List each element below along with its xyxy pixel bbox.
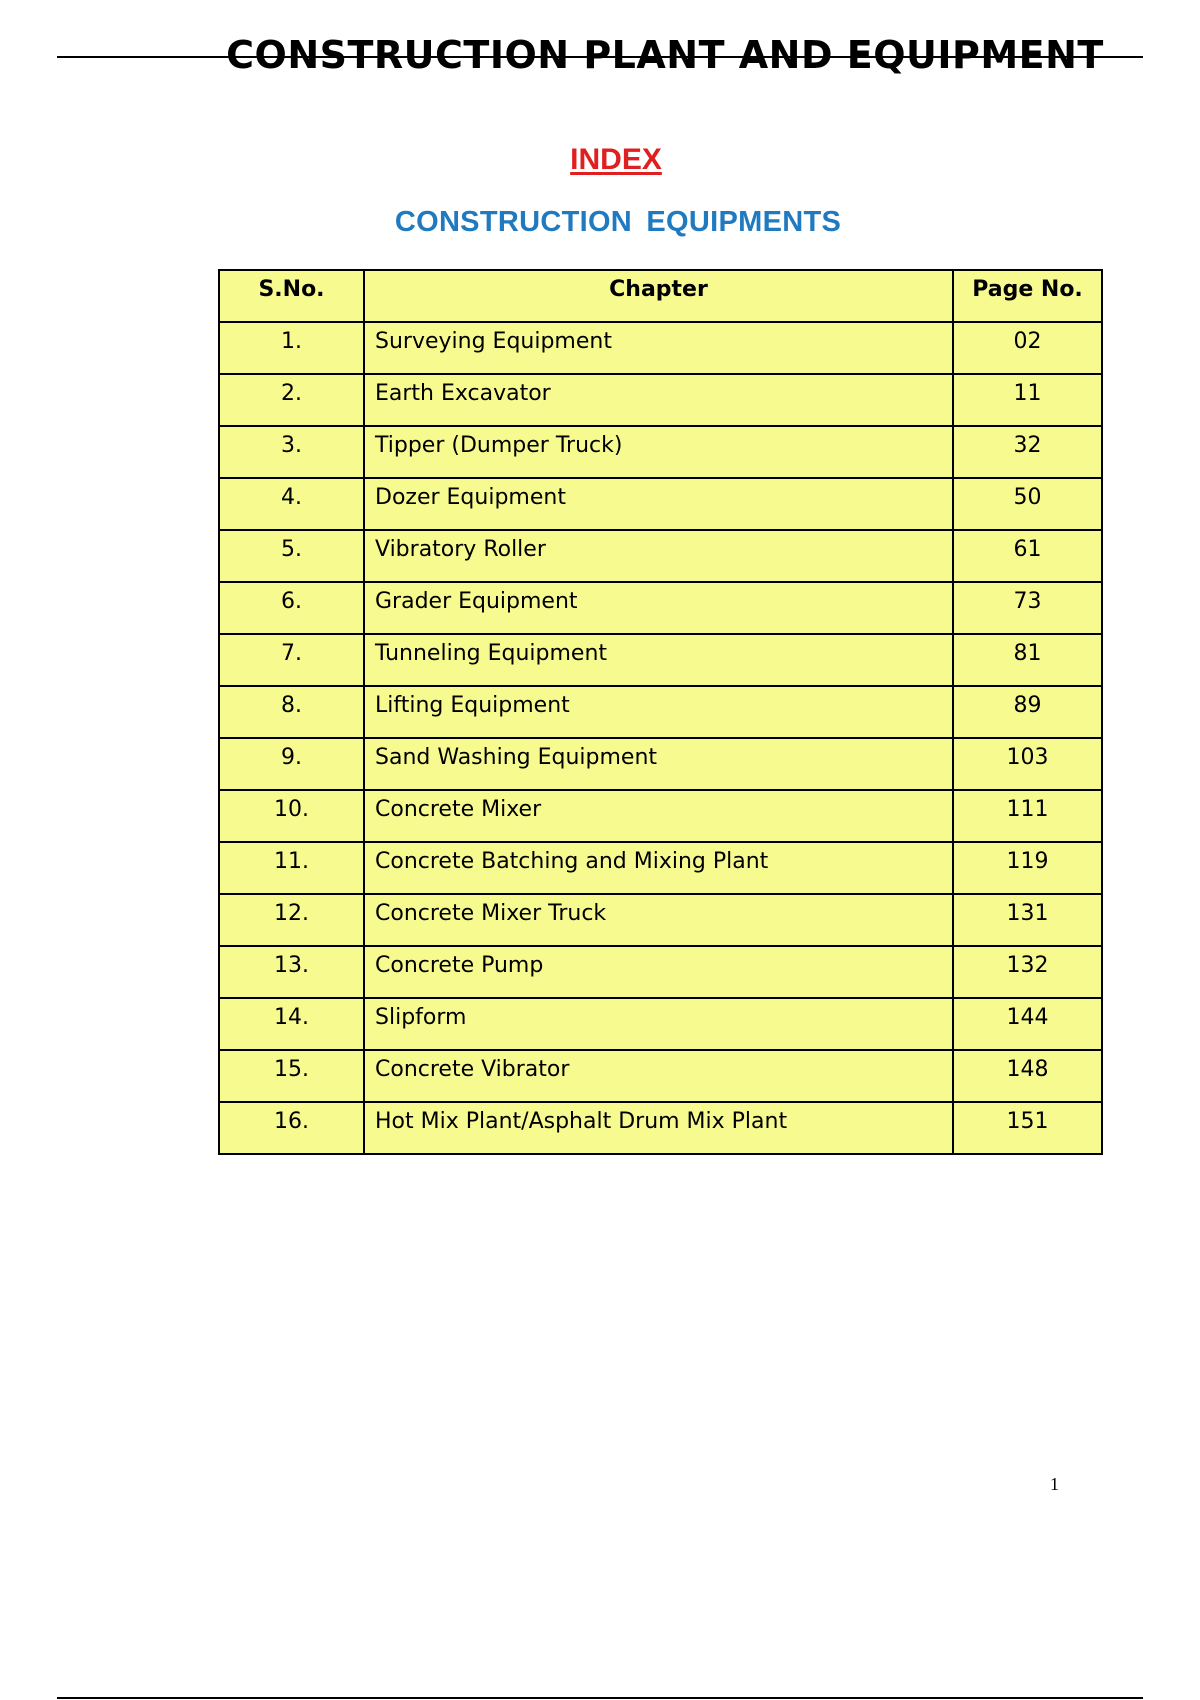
row-page-no: 111 xyxy=(953,790,1102,842)
row-sno: 6. xyxy=(219,582,364,634)
row-page-no: 81 xyxy=(953,634,1102,686)
row-chapter: Concrete Vibrator xyxy=(364,1050,953,1102)
page-number: 1 xyxy=(1050,1474,1059,1494)
row-page-no: 89 xyxy=(953,686,1102,738)
row-page-no: 02 xyxy=(953,322,1102,374)
row-page-no: 32 xyxy=(953,426,1102,478)
table-row xyxy=(219,686,1102,738)
footer-rule xyxy=(57,1697,1143,1699)
row-page-no: 11 xyxy=(953,374,1102,426)
table-row xyxy=(219,998,1102,1050)
row-chapter: Earth Excavator xyxy=(364,374,953,426)
row-sno: 2. xyxy=(219,374,364,426)
table-row xyxy=(219,894,1102,946)
row-page-no: 73 xyxy=(953,582,1102,634)
header-sno: S.No. xyxy=(219,270,364,322)
row-sno: 16. xyxy=(219,1102,364,1154)
row-page-no: 132 xyxy=(953,946,1102,998)
table-row xyxy=(219,634,1102,686)
row-page-no: 144 xyxy=(953,998,1102,1050)
table-row xyxy=(219,1050,1102,1102)
row-sno: 7. xyxy=(219,634,364,686)
row-sno: 13. xyxy=(219,946,364,998)
index-heading: INDEX xyxy=(570,143,662,176)
row-chapter: Concrete Mixer xyxy=(364,790,953,842)
table-header-row xyxy=(219,270,1102,322)
index-table xyxy=(218,269,1103,1155)
table-row xyxy=(219,478,1102,530)
row-sno: 12. xyxy=(219,894,364,946)
row-page-no: 103 xyxy=(953,738,1102,790)
row-page-no: 119 xyxy=(953,842,1102,894)
row-sno: 8. xyxy=(219,686,364,738)
table-row xyxy=(219,322,1102,374)
row-chapter: Grader Equipment xyxy=(364,582,953,634)
row-page-no: 131 xyxy=(953,894,1102,946)
row-sno: 1. xyxy=(219,322,364,374)
table-row xyxy=(219,374,1102,426)
row-chapter: Concrete Pump xyxy=(364,946,953,998)
table-row xyxy=(219,790,1102,842)
row-chapter: Concrete Mixer Truck xyxy=(364,894,953,946)
row-sno: 10. xyxy=(219,790,364,842)
row-sno: 11. xyxy=(219,842,364,894)
row-sno: 9. xyxy=(219,738,364,790)
row-chapter: Concrete Batching and Mixing Plant xyxy=(364,842,953,894)
row-page-no: 151 xyxy=(953,1102,1102,1154)
row-chapter: Vibratory Roller xyxy=(364,530,953,582)
row-chapter: Tunneling Equipment xyxy=(364,634,953,686)
row-page-no: 148 xyxy=(953,1050,1102,1102)
section-subheading: CONSTRUCTION EQUIPMENTS xyxy=(394,206,842,238)
table-row xyxy=(219,426,1102,478)
row-sno: 5. xyxy=(219,530,364,582)
row-sno: 15. xyxy=(219,1050,364,1102)
row-sno: 3. xyxy=(219,426,364,478)
row-chapter: Dozer Equipment xyxy=(364,478,953,530)
row-sno: 14. xyxy=(219,998,364,1050)
row-chapter: Tipper (Dumper Truck) xyxy=(364,426,953,478)
row-page-no: 50 xyxy=(953,478,1102,530)
header-page-no: Page No. xyxy=(953,270,1102,322)
row-chapter: Slipform xyxy=(364,998,953,1050)
table-row xyxy=(219,738,1102,790)
table-row xyxy=(219,530,1102,582)
header-chapter: Chapter xyxy=(364,270,953,322)
table-row xyxy=(219,842,1102,894)
row-chapter: Hot Mix Plant/Asphalt Drum Mix Plant xyxy=(364,1102,953,1154)
row-chapter: Surveying Equipment xyxy=(364,322,953,374)
table-row xyxy=(219,582,1102,634)
row-page-no: 61 xyxy=(953,530,1102,582)
row-sno: 4. xyxy=(219,478,364,530)
row-chapter: Lifting Equipment xyxy=(364,686,953,738)
table-row xyxy=(219,946,1102,998)
document-title: CONSTRUCTION PLANT AND EQUIPMENT xyxy=(226,33,1104,77)
row-chapter: Sand Washing Equipment xyxy=(364,738,953,790)
table-row xyxy=(219,1102,1102,1154)
